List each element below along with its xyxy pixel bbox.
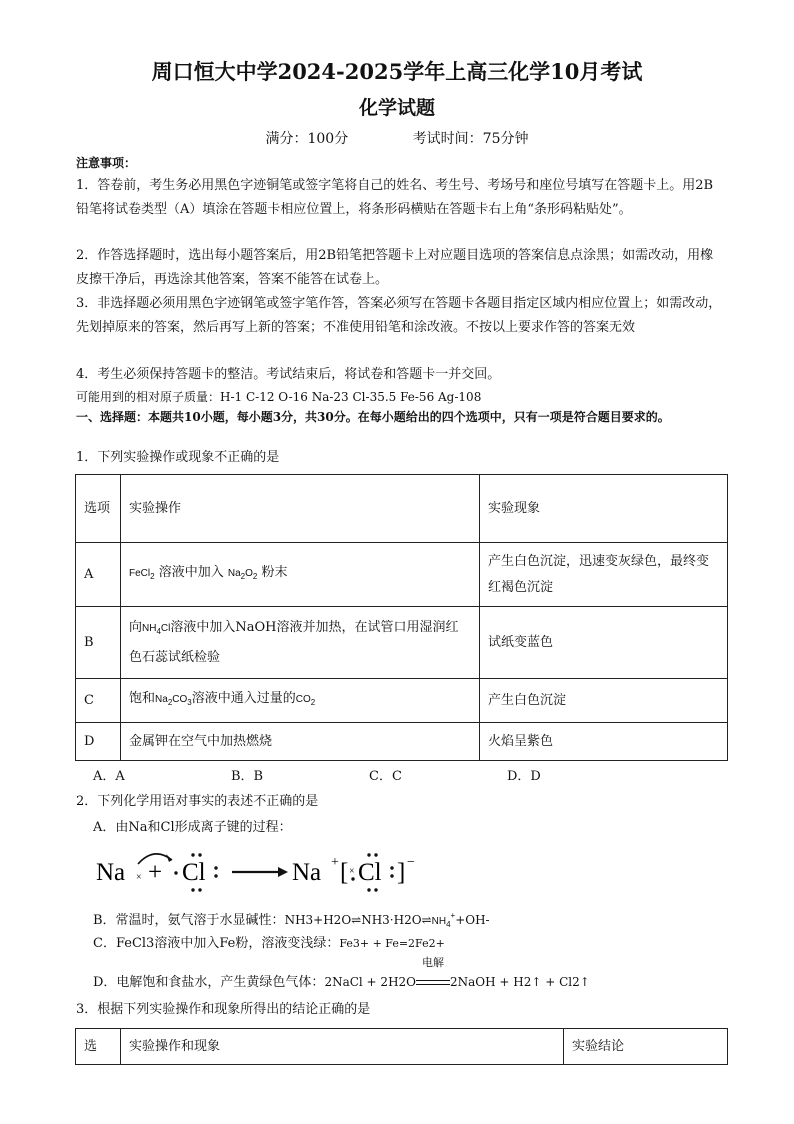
q1-row-a-mid: 溶液中加入 xyxy=(158,564,224,580)
q2-option-d xyxy=(93,956,741,995)
q2-d-right: 2NaOH + H2↑ + Cl2↑ xyxy=(450,975,590,989)
electrolysis-arrow xyxy=(416,956,450,995)
formula-co2: $CO_2$ xyxy=(295,693,316,707)
electron-transfer-arrowhead xyxy=(166,854,172,862)
electrolysis-condition: 电解 xyxy=(422,956,445,969)
q1-row-c-operation xyxy=(121,679,480,723)
q1-row-a-option: A xyxy=(76,543,121,607)
q3-stem: 3．根据下列实验操作和现象所得出的结论正确的是 xyxy=(76,1002,371,1017)
atomic-masses: 可能用到的相对原子质量：H-1 C-12 O-16 Na-23 Cl-35.5 Fe-56 Ag-108 xyxy=(76,390,482,404)
q1-row-b-operation xyxy=(121,607,480,679)
q1-row-a-post: 粉末 xyxy=(261,564,288,580)
section-1-heading: 一、选择题：本题共10小题，每小题3分，共30分。在每小题给出的四个选项中，只有一项是符合题目要求的。 xyxy=(76,410,670,424)
formula-nh4cl: $NH_4Cl$ xyxy=(142,622,171,636)
ionic-bond-diagram xyxy=(96,846,436,905)
exam-title: 周口恒大中学2024-2025学年上高三化学10月考试 xyxy=(151,59,643,84)
q1-row-c-pre: 饱和 xyxy=(129,690,156,706)
q2-c-text: C．FeCl3溶液中加入Fe粉，溶液变浅绿： xyxy=(93,936,340,951)
q3-header-conclusion: 实验结论 xyxy=(564,1029,728,1065)
q1-row-d xyxy=(76,723,728,761)
lewis-na-electron: × xyxy=(136,872,142,883)
q1-row-b-phenomenon: 试纸变蓝色 xyxy=(480,607,728,679)
q2-option-c xyxy=(93,932,741,956)
lewis-structure-svg xyxy=(96,846,436,898)
q3-header-row xyxy=(76,1029,728,1065)
time-text: 考试时间：75分钟 xyxy=(412,131,529,147)
q1-row-b xyxy=(76,607,728,679)
lewis-cl-charge: − xyxy=(407,855,415,870)
q1-choice-c[interactable]: C．C xyxy=(369,769,402,784)
lewis-cl: Cl xyxy=(182,859,206,886)
q1-choices xyxy=(93,765,645,784)
q3-table xyxy=(75,1028,728,1065)
q1-table xyxy=(75,474,728,761)
exam-subtitle: 化学试题 xyxy=(358,97,435,119)
notes-heading: 注意事项： xyxy=(76,156,137,170)
q1-row-a xyxy=(76,543,728,607)
note-1: 1．答卷前，考生务必用黑色字迹铜笔或签字笔将自己的姓名、考生号、考场号和座位号填写在答题卡上。用2B铅笔将试卷类型（A）填涂在答题卡相应位置上，将条形码横贴在答题卡右上角“条形码粘贴处”。 xyxy=(76,178,714,217)
lewis-bracket-left: [ xyxy=(340,859,349,886)
q1-stem: 1．下列实验操作或现象不正确的是 xyxy=(76,450,280,465)
lewis-na-charge: + xyxy=(331,855,339,870)
formula-nh4-ion: $NH_4^+$ xyxy=(431,911,456,929)
q3-header-option: 选 xyxy=(76,1029,121,1065)
note-2: 2．作答选择题时，选出每小题答案后，用2B铅笔把答题卡上对应题目选项的答案信息点涂黑；如需改动，用橡皮擦干净后，再选涂其他答案，答案不能答在试卷上。 xyxy=(76,248,714,287)
q1-row-c xyxy=(76,679,728,723)
lewis-cl-dot xyxy=(174,871,177,874)
q2-c-formula: Fe3+ + Fe=2Fe2+ xyxy=(339,937,445,950)
q2-d-left: 2NaCl + 2H2O xyxy=(324,975,417,989)
score-text: 满分：100分 xyxy=(265,131,349,147)
q1-row-c-mid: 溶液中通入过量的 xyxy=(191,690,296,706)
q1-row-d-phenomenon: 火焰呈紫色 xyxy=(480,723,728,761)
q1-choice-b[interactable]: B．B xyxy=(231,769,264,784)
q1-row-a-phenomenon: 产生白色沉淀，迅速变灰绿色，最终变红褐色沉淀 xyxy=(480,543,728,607)
q2-b-formula: NH3+H2O⇌NH3·H2O⇌ xyxy=(284,913,432,927)
q1-row-b-post: 溶液中加入NaOH溶液并加热，在试管口用湿润红色石蕊试纸检验 xyxy=(129,619,459,665)
lewis-plus: + xyxy=(148,859,163,886)
q1-row-c-option: C xyxy=(76,679,121,723)
q1-row-d-option: D xyxy=(76,723,121,761)
q2-b-post: +OH- xyxy=(455,913,490,927)
q1-choice-a[interactable]: A．A xyxy=(93,769,125,784)
q2-b-text: B．常温时，氨气溶于水显碱性： xyxy=(93,913,285,928)
q1-header-option: 选项 xyxy=(76,475,121,543)
q2-d-text: D．电解饱和食盐水，产生黄绿色气体： xyxy=(93,975,325,990)
q1-row-b-pre: 向 xyxy=(129,619,143,635)
q1-row-c-phenomenon: 产生白色沉淀 xyxy=(480,679,728,723)
q1-header-operation: 实验操作 xyxy=(121,475,480,543)
lewis-na: Na xyxy=(96,859,126,886)
q1-choice-d[interactable]: D．D xyxy=(507,769,541,784)
formula-na2o2: $Na_2O_2$ xyxy=(227,567,258,581)
q1-header-phenomenon: 实验现象 xyxy=(480,475,728,543)
formula-fecl2: FeCl$_2$ xyxy=(129,567,155,581)
lewis-bracket-right: ] xyxy=(397,859,406,886)
formula-na2co3: $Na_2CO_3$ xyxy=(155,693,192,707)
note-3: 3．非选择题必须用黑色字迹钢笔或签字笔作答，答案必须写在答题卡各题目指定区域内相应位置上；如需改动，先划掉原来的答案，然后再写上新的答案；不准使用铅笔和涂改液。不按以上要求作答的答案无效 xyxy=(76,296,722,335)
lewis-transferred-electron: × xyxy=(349,866,355,877)
reaction-arrowhead xyxy=(278,867,288,877)
exam-meta xyxy=(0,128,794,148)
q1-row-b-option: B xyxy=(76,607,121,679)
lewis-na-ion: Na xyxy=(292,859,322,886)
q3-header-operation: 实验操作和现象 xyxy=(121,1029,564,1065)
q2-stem: 2．下列化学用语对事实的表述不正确的是 xyxy=(76,794,319,809)
lewis-cl-ion: Cl xyxy=(358,859,382,886)
note-4: 4．考生必须保持答题卡的整洁。考试结束后，将试卷和答题卡一并交回。 xyxy=(76,367,501,382)
q1-row-d-operation: 金属钾在空气中加热燃烧 xyxy=(121,723,480,761)
q1-row-a-operation xyxy=(121,543,480,607)
q1-header-row xyxy=(76,475,728,543)
q2-option-a: A．由Na和Cl形成离子键的过程： xyxy=(93,820,292,835)
